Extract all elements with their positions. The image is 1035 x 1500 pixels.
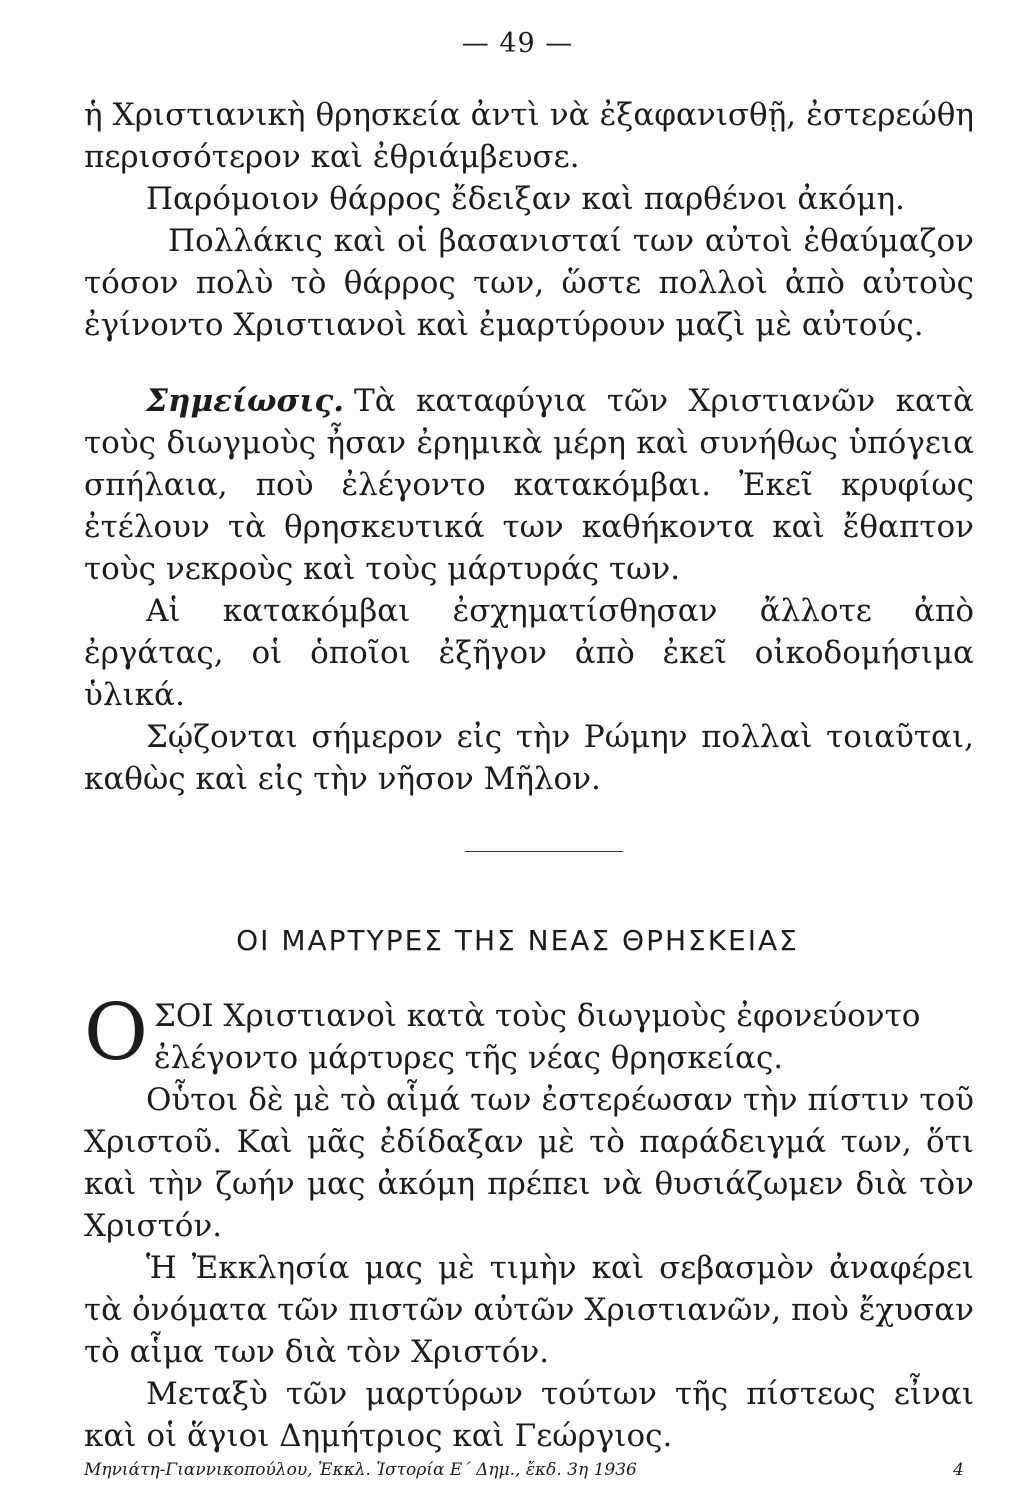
page-number: — 49 — — [461, 28, 574, 59]
note-paragraph — [84, 380, 974, 590]
section-divider — [465, 851, 623, 852]
note-text: Τὰ καταφύγια τῶν Χριστιανῶν κατὰ τοὺς διωγμοὺς ἦσαν ἐρημικὰ μέρη καὶ συνήθως ὑπόγεια σπήλαια, ποὺ ἐλέγοντο κατακόμβαι. Ἐκεῖ κρυφίως ἐτέλουν τὰ θρησκευτικά των καθήκοντα καὶ ἔθαπτον τοὺς νεκροὺς καὶ τοὺς μάρτυράς των. — [84, 383, 974, 587]
footer-sheet-number: 4 — [953, 1460, 964, 1480]
paragraph-virgins: Παρόμοιον θάρρος ἔδειξαν καὶ παρθένοι ἀκόμη. — [146, 181, 905, 217]
paragraph-continuation: ἡ Χριστιανικὴ θρησκεία ἀντὶ νὰ ἐξαφανισθῇ, ἐστερεώθη περισσότερον καὶ ἐθριάμβευσε. — [84, 97, 974, 175]
intro-line-1: ΣΟΙ Χριστιανοὶ κατὰ τοὺς διωγμοὺς ἐφονεύοντο — [153, 998, 921, 1034]
footer — [84, 1460, 964, 1480]
paragraph-torturers: Πολλάκις καὶ οἱ βασανισταί των αὐτοὶ ἐθαύμαζον τόσον πολὺ τὸ θάρρος των, ὥστε πολλοὶ ἀπὸ αὐτοὺς ἐγίνοντο Χριστιανοὶ καὶ ἐμαρτύρουν μαζὶ μὲ αὐτούς. — [84, 223, 974, 343]
footer-citation: Μηνιάτη-Γιαννικοπούλου, Ἐκκλ. Ἱστορία Ε΄ Δημ., ἔκδ. 3η 1936 — [84, 1460, 637, 1480]
section-heading: ΟΙ ΜΑΡΤΥΡΕΣ ΤΗΣ ΝΕΑΣ ΘΡΗΣΚΕΙΑΣ — [236, 924, 799, 957]
paragraph-blood-faith: Οὗτοι δὲ μὲ τὸ αἷμά των ἐστερέωσαν τὴν πίστιν τοῦ Χριστοῦ. Καὶ μᾶς ἐδίδαξαν μὲ τὸ παράδειγμά των, ὅτι καὶ τὴν ζωήν μας ἀκόμη πρέπει νὰ θυσιάζωμεν διὰ τὸν Χριστόν. — [84, 1082, 974, 1244]
opening-text-block — [84, 94, 974, 346]
note-label: Σημείωσις. — [146, 383, 345, 419]
paragraph-martyrs-intro — [84, 988, 974, 1079]
note-block — [84, 380, 974, 800]
drop-cap: Ο — [84, 988, 148, 1078]
paragraph-catacombs-today: Σῴζονται σήμερον εἰς τὴν Ρώμην πολλαὶ τοιαῦται, καθὼς καὶ εἰς τὴν νῆσον Μῆλον. — [84, 719, 974, 797]
paragraph-church-honor: Ἡ Ἐκκλησία μας μὲ τιμὴν καὶ σεβασμὸν ἀναφέρει τὰ ὀνόματα τῶν πιστῶν αὐτῶν Χριστιανῶν, ποὺ ἔχυσαν τὸ αἷμα των διὰ τὸν Χριστόν. — [84, 1250, 974, 1370]
intro-line-2: ἐλέγοντο μάρτυρες τῆς νέας θρησκείας. — [153, 1040, 784, 1076]
martyrs-text-block — [84, 988, 974, 1457]
paragraph-saints: Μεταξὺ τῶν μαρτύρων τούτων τῆς πίστεως εἶναι καὶ οἱ ἅγιοι Δημήτριος καὶ Γεώργιος. — [84, 1376, 974, 1454]
paragraph-catacombs-origin: Αἱ κατακόμβαι ἐσχηματίσθησαν ἄλλοτε ἀπὸ ἐργάτας, οἱ ὁποῖοι ἐξῆγον ἀπὸ ἐκεῖ οἰκοδομήσιμα ὑλικά. — [84, 593, 974, 713]
